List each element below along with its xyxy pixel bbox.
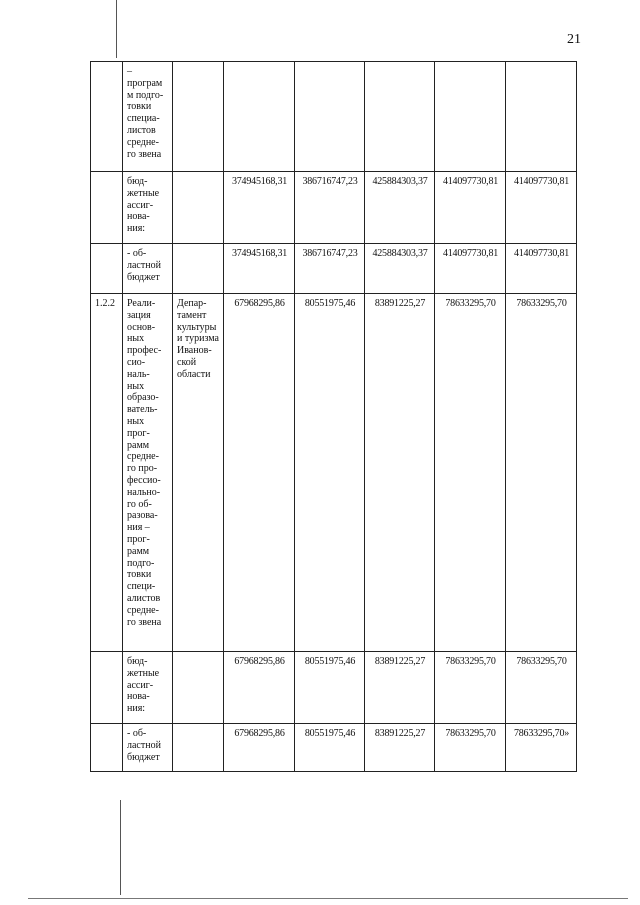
scan-artifact-bottom bbox=[120, 800, 121, 895]
value-cell bbox=[365, 62, 435, 172]
value-cell bbox=[295, 62, 365, 172]
budget-table bbox=[90, 61, 577, 772]
table-row bbox=[91, 294, 577, 652]
value-cell: 425884303,37 bbox=[365, 172, 435, 244]
value-cell: 83891225,27 bbox=[365, 652, 435, 724]
value-cell: 80551975,46 bbox=[295, 652, 365, 724]
table-row bbox=[91, 724, 577, 772]
row-name-cell: бюд- жетные ассиг- нова- ния: bbox=[123, 172, 173, 244]
value-cell: 67968295,86 bbox=[224, 724, 295, 772]
executor-cell bbox=[173, 62, 224, 172]
row-name-cell: Реали- зация основ- ных профес- сио- наль- ных образо- ватель- ных прог- рамм средне- го про- фессио- нально- го об- разова- ния – прог- рамм подго- товки специ- алистов средне- го звена bbox=[123, 294, 173, 652]
value-cell: 414097730,81 bbox=[506, 244, 577, 294]
value-cell: 374945168,31 bbox=[224, 244, 295, 294]
value-cell: 80551975,46 bbox=[295, 724, 365, 772]
value-cell: 414097730,81 bbox=[435, 172, 506, 244]
table-row bbox=[91, 62, 577, 172]
value-cell: 78633295,70 bbox=[506, 294, 577, 652]
value-cell: 414097730,81 bbox=[506, 172, 577, 244]
table-row bbox=[91, 652, 577, 724]
row-name-cell: бюд- жетные ассиг- нова- ния: bbox=[123, 652, 173, 724]
value-cell bbox=[435, 62, 506, 172]
value-cell: 425884303,37 bbox=[365, 244, 435, 294]
row-name-cell: - об- ластной бюджет bbox=[123, 724, 173, 772]
scan-artifact-footer-line bbox=[28, 898, 628, 899]
executor-cell: Депар- тамент культуры и туризма Иванов- ской области bbox=[173, 294, 224, 652]
executor-cell bbox=[173, 652, 224, 724]
row-name-cell: – програм м подго- товки специа- листов средне- го звена bbox=[123, 62, 173, 172]
row-number-cell bbox=[91, 244, 123, 294]
value-cell: 386716747,23 bbox=[295, 172, 365, 244]
row-number-cell bbox=[91, 62, 123, 172]
executor-cell bbox=[173, 244, 224, 294]
value-cell: 78633295,70 bbox=[435, 652, 506, 724]
table-row bbox=[91, 172, 577, 244]
value-cell: 78633295,70 bbox=[435, 724, 506, 772]
value-cell: 386716747,23 bbox=[295, 244, 365, 294]
value-cell: 78633295,70 bbox=[435, 294, 506, 652]
table-row bbox=[91, 244, 577, 294]
page-number: 21 bbox=[567, 32, 581, 47]
row-number-cell bbox=[91, 172, 123, 244]
row-name-cell: - об- ластной бюджет bbox=[123, 244, 173, 294]
value-cell: 67968295,86 bbox=[224, 652, 295, 724]
value-cell: 78633295,70» bbox=[506, 724, 577, 772]
value-cell: 80551975,46 bbox=[295, 294, 365, 652]
scan-artifact-top bbox=[116, 0, 117, 58]
value-cell: 67968295,86 bbox=[224, 294, 295, 652]
value-cell bbox=[506, 62, 577, 172]
value-cell: 83891225,27 bbox=[365, 724, 435, 772]
executor-cell bbox=[173, 172, 224, 244]
value-cell: 78633295,70 bbox=[506, 652, 577, 724]
row-number-cell bbox=[91, 724, 123, 772]
value-cell: 414097730,81 bbox=[435, 244, 506, 294]
row-number-cell: 1.2.2 bbox=[91, 294, 123, 652]
executor-cell bbox=[173, 724, 224, 772]
value-cell: 374945168,31 bbox=[224, 172, 295, 244]
value-cell: 83891225,27 bbox=[365, 294, 435, 652]
value-cell bbox=[224, 62, 295, 172]
row-number-cell bbox=[91, 652, 123, 724]
